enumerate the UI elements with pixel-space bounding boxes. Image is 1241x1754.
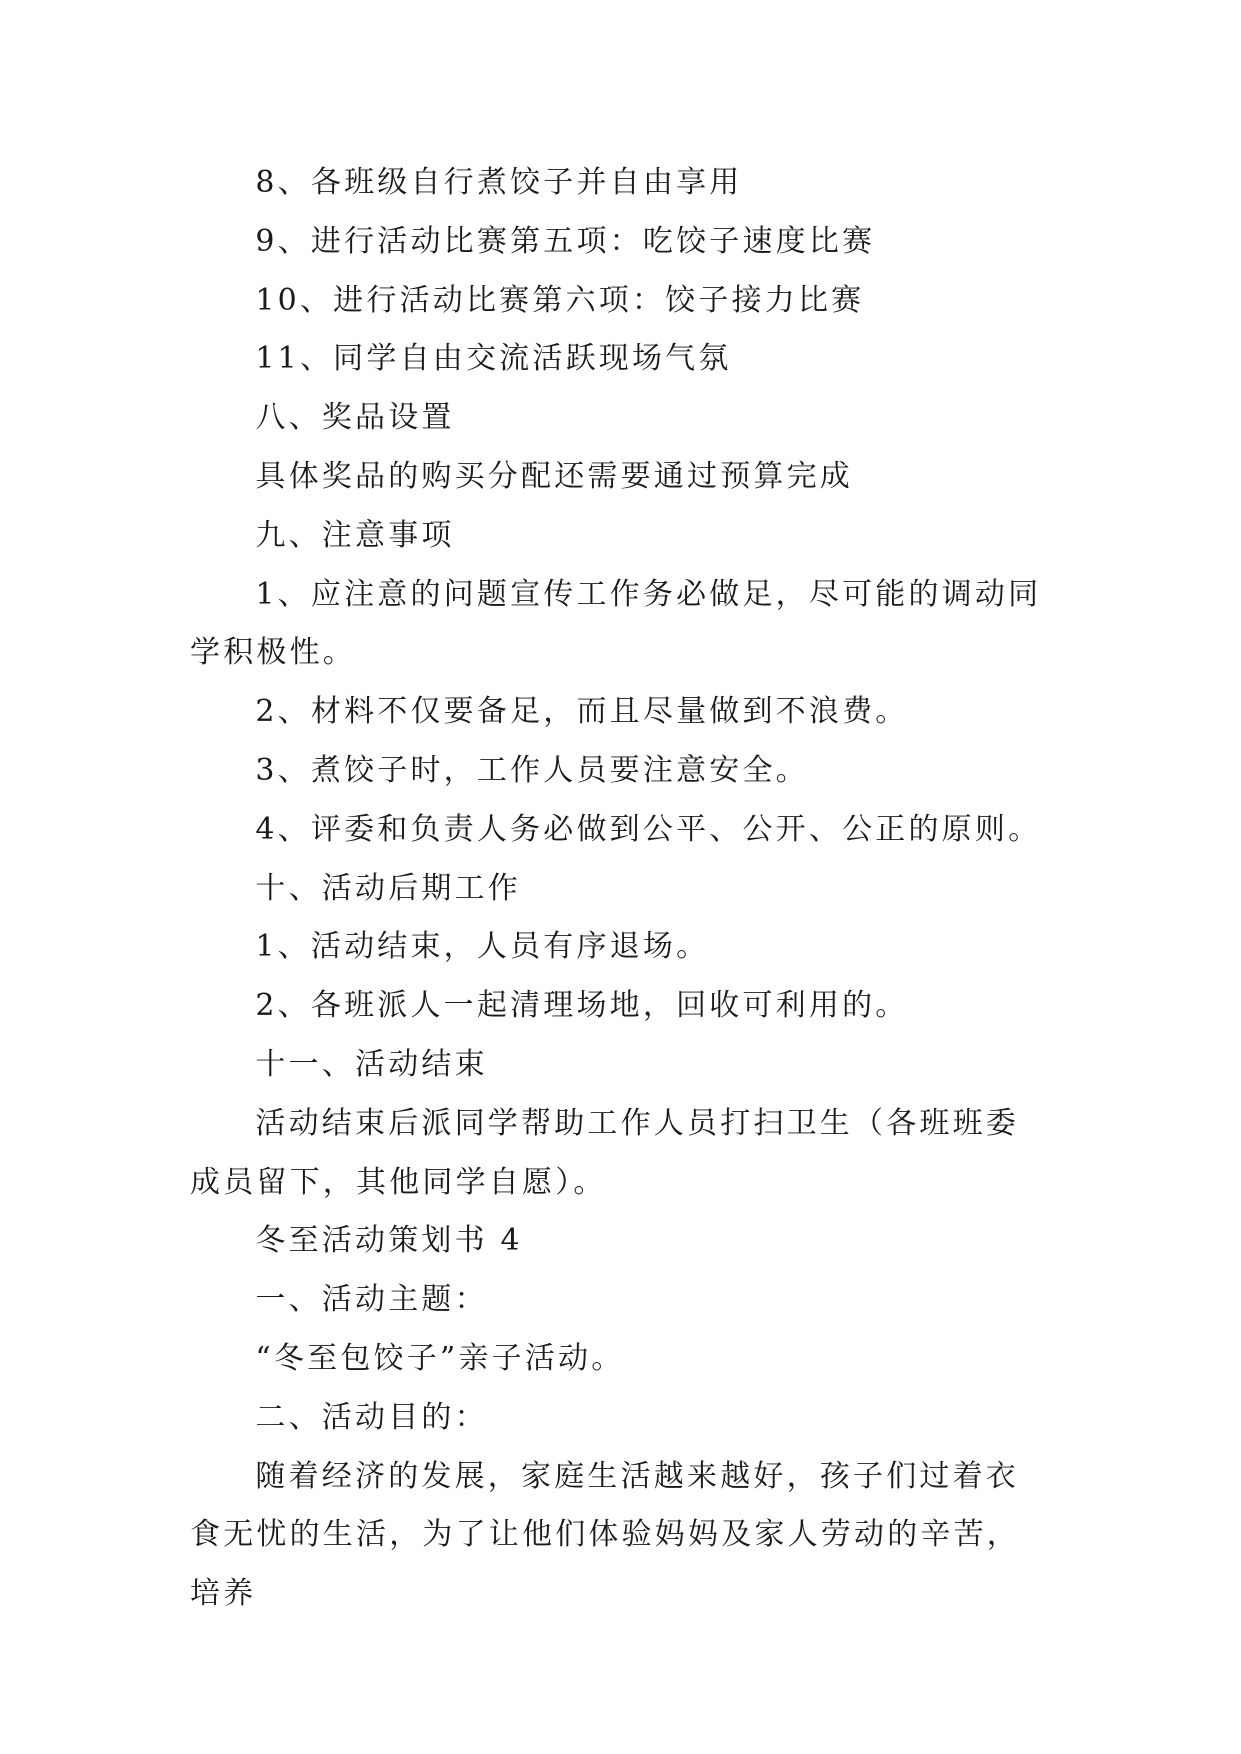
paragraph: 1、应注意的问题宣传工作务必做足，尽可能的调动同学积极性。 <box>190 576 1042 671</box>
paragraph: “冬至包饺子”亲子活动。 <box>255 1340 625 1376</box>
document-title: 冬至活动策划书 4 <box>255 1223 523 1259</box>
section-heading: 九、注意事项 <box>255 517 455 553</box>
paragraph: 2、材料不仅要备足，而且尽量做到不浪费。 <box>255 694 909 730</box>
paragraph: 3、煮饺子时，工作人员要注意安全。 <box>255 752 809 788</box>
paragraph: 10、进行活动比赛第六项：饺子接力比赛 <box>255 282 865 318</box>
section-heading: 八、奖品设置 <box>255 400 455 436</box>
paragraph: 8、各班级自行煮饺子并自由享用 <box>255 165 743 200</box>
section-heading: 十一、活动结束 <box>255 1046 488 1082</box>
paragraph: 随着经济的发展，家庭生活越来越好，孩子们过着衣食无忧的生活，为了让他们体验妈妈及家人劳动的辛苦，培养 <box>190 1458 1020 1612</box>
paragraph: 4、评委和负责人务必做到公平、公开、公正的原则。 <box>255 811 1042 847</box>
paragraph: 具体奖品的购买分配还需要通过预算完成 <box>255 458 853 494</box>
section-heading: 十、活动后期工作 <box>255 870 521 906</box>
section-heading: 二、活动目的： <box>255 1399 488 1435</box>
document-body <box>190 154 1050 1624</box>
paragraph: 活动结束后派同学帮助工作人员打扫卫生（各班班委成员留下，其他同学自愿）。 <box>190 1105 1019 1200</box>
paragraph: 11、同学自由交流活跃现场气氛 <box>255 341 732 377</box>
paragraph: 2、各班派人一起清理场地，回收可利用的。 <box>255 988 909 1024</box>
paragraph: 9、进行活动比赛第五项：吃饺子速度比赛 <box>255 223 876 259</box>
paragraph: 1、活动结束，人员有序退场。 <box>255 929 710 965</box>
section-heading: 一、活动主题： <box>255 1282 488 1318</box>
